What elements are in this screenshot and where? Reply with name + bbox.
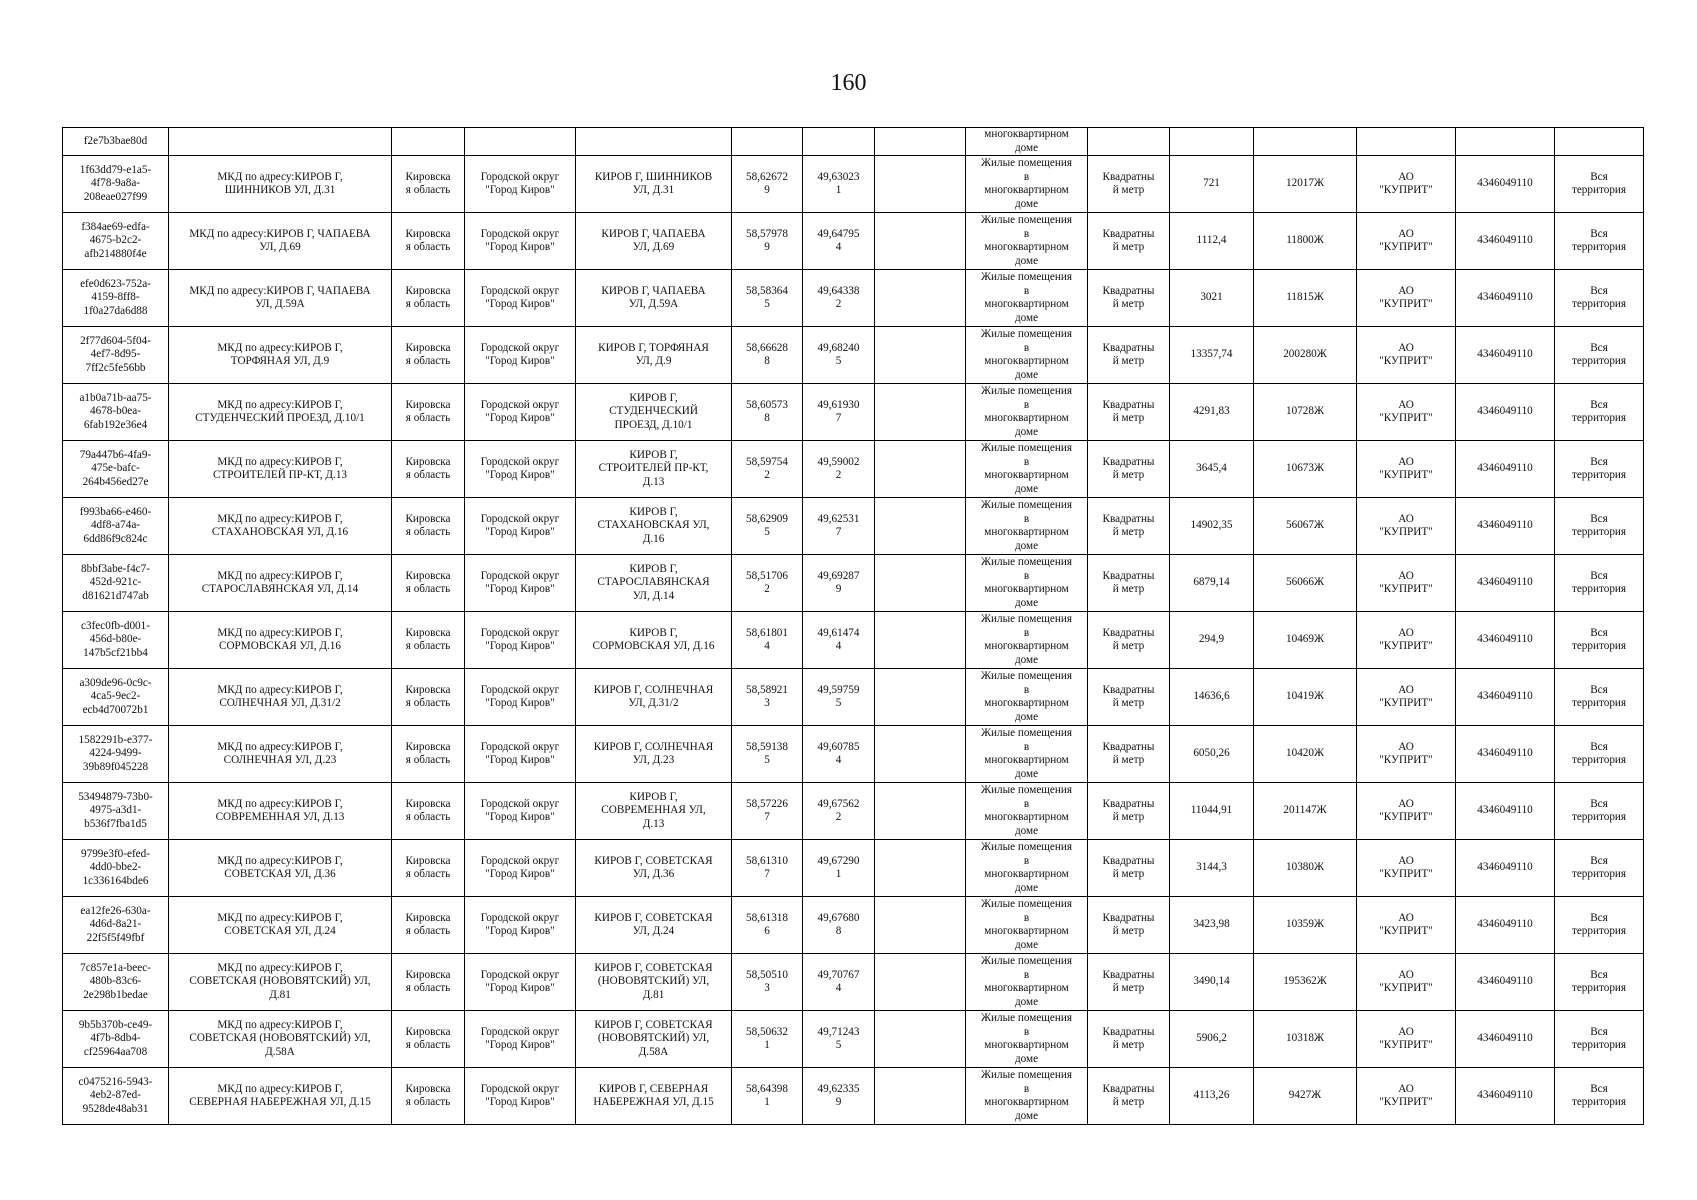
cell-address: КИРОВ Г, СОВЕТСКАЯ УЛ, Д.24: [576, 897, 732, 954]
cell-territory: Вся территория: [1555, 555, 1644, 612]
cell-area: 3645,4: [1170, 441, 1254, 498]
cell-inn: 4346049110: [1456, 555, 1555, 612]
cell-region: Кировска я область: [392, 897, 465, 954]
cell-lon: 49,59002 2: [803, 441, 875, 498]
cell-code: 56067Ж: [1254, 498, 1357, 555]
cell-lon: 49,61474 4: [803, 612, 875, 669]
cell-area: 4291,83: [1170, 384, 1254, 441]
table-row: [63, 441, 1644, 498]
cell-lon: [803, 128, 875, 156]
cell-region: Кировска я область: [392, 327, 465, 384]
cell-district: Городской округ "Город Киров": [465, 783, 576, 840]
table-row: [63, 897, 1644, 954]
cell-org: [1357, 128, 1456, 156]
cell-name: МКД по адресу:КИРОВ Г, СЕВЕРНАЯ НАБЕРЕЖНАЯ УЛ, Д.15: [169, 1068, 392, 1125]
cell-address: [576, 128, 732, 156]
cell-lat: 58,62672 9: [732, 156, 803, 213]
cell-code: 9427Ж: [1254, 1068, 1357, 1125]
cell-code: 10359Ж: [1254, 897, 1357, 954]
cell-area: 721: [1170, 156, 1254, 213]
cell-address: КИРОВ Г, СОВЕТСКАЯ УЛ, Д.36: [576, 840, 732, 897]
cell-org: АО "КУПРИТ": [1357, 669, 1456, 726]
cell-district: Городской округ "Город Киров": [465, 441, 576, 498]
cell-name: МКД по адресу:КИРОВ Г, ЧАПАЕВА УЛ, Д.59А: [169, 270, 392, 327]
cell-inn: 4346049110: [1456, 612, 1555, 669]
cell-unit: Квадратны й метр: [1088, 441, 1170, 498]
cell-type: Жилые помещения в многоквартирном доме: [966, 897, 1088, 954]
cell-address: КИРОВ Г, СОЛНЕЧНАЯ УЛ, Д.23: [576, 726, 732, 783]
cell-address: КИРОВ Г, СТАХАНОВСКАЯ УЛ, Д.16: [576, 498, 732, 555]
cell-type: Жилые помещения в многоквартирном доме: [966, 441, 1088, 498]
cell-name: МКД по адресу:КИРОВ Г, ТОРФЯНАЯ УЛ, Д.9: [169, 327, 392, 384]
cell-territory: Вся территория: [1555, 954, 1644, 1011]
cell-inn: 4346049110: [1456, 669, 1555, 726]
cell-district: Городской округ "Город Киров": [465, 840, 576, 897]
cell-address: КИРОВ Г, СТРОИТЕЛЕЙ ПР-КТ, Д.13: [576, 441, 732, 498]
cell-lat: [732, 128, 803, 156]
cell-district: Городской округ "Город Киров": [465, 726, 576, 783]
cell-lat: 58,58364 5: [732, 270, 803, 327]
cell-lon: 49,67290 1: [803, 840, 875, 897]
cell-empty: [875, 213, 966, 270]
cell-code: 10469Ж: [1254, 612, 1357, 669]
cell-lat: 58,61310 7: [732, 840, 803, 897]
cell-org: АО "КУПРИТ": [1357, 954, 1456, 1011]
table-row: [63, 213, 1644, 270]
cell-lat: 58,50510 3: [732, 954, 803, 1011]
cell-id: ea12fe26-630a- 4d6d-8a21- 22f5f5f49fbf: [63, 897, 169, 954]
cell-type: Жилые помещения в многоквартирном доме: [966, 669, 1088, 726]
cell-inn: 4346049110: [1456, 726, 1555, 783]
cell-org: АО "КУПРИТ": [1357, 384, 1456, 441]
cell-lat: 58,59754 2: [732, 441, 803, 498]
cell-type: Жилые помещения в многоквартирном доме: [966, 612, 1088, 669]
cell-id: 79a447b6-4fa9- 475e-bafc- 264b456ed27e: [63, 441, 169, 498]
cell-inn: 4346049110: [1456, 384, 1555, 441]
cell-empty: [875, 1068, 966, 1125]
cell-code: 10420Ж: [1254, 726, 1357, 783]
cell-org: АО "КУПРИТ": [1357, 270, 1456, 327]
table-row: [63, 840, 1644, 897]
cell-type: Жилые помещения в многоквартирном доме: [966, 384, 1088, 441]
cell-region: Кировска я область: [392, 384, 465, 441]
cell-district: Городской округ "Город Киров": [465, 498, 576, 555]
registry-table: [62, 127, 1644, 1125]
cell-inn: 4346049110: [1456, 897, 1555, 954]
cell-empty: [875, 498, 966, 555]
cell-lon: 49,67562 2: [803, 783, 875, 840]
cell-inn: 4346049110: [1456, 441, 1555, 498]
cell-district: Городской округ "Город Киров": [465, 1068, 576, 1125]
cell-district: Городской округ "Город Киров": [465, 156, 576, 213]
cell-lat: 58,59138 5: [732, 726, 803, 783]
table-row: [63, 270, 1644, 327]
cell-code: 10318Ж: [1254, 1011, 1357, 1068]
cell-id: f2e7b3bae80d: [63, 128, 169, 156]
cell-region: Кировска я область: [392, 669, 465, 726]
cell-unit: Квадратны й метр: [1088, 213, 1170, 270]
cell-territory: Вся территория: [1555, 213, 1644, 270]
cell-empty: [875, 897, 966, 954]
table-row: [63, 612, 1644, 669]
cell-id: f993ba66-e460- 4df8-a74a- 6dd86f9c824c: [63, 498, 169, 555]
cell-area: 6050,26: [1170, 726, 1254, 783]
cell-id: 9799e3f0-efed- 4dd0-bbe2- 1c336164bde6: [63, 840, 169, 897]
cell-district: Городской округ "Город Киров": [465, 270, 576, 327]
cell-district: Городской округ "Город Киров": [465, 384, 576, 441]
table-row: [63, 954, 1644, 1011]
cell-id: 1582291b-e377- 4224-9499- 39b89f045228: [63, 726, 169, 783]
cell-territory: Вся территория: [1555, 726, 1644, 783]
cell-lon: 49,61930 7: [803, 384, 875, 441]
cell-inn: [1456, 128, 1555, 156]
cell-id: a309de96-0c9c- 4ca5-9ec2- ecb4d70072b1: [63, 669, 169, 726]
cell-region: [392, 128, 465, 156]
cell-empty: [875, 783, 966, 840]
cell-id: 9b5b370b-ce49- 4f7b-8db4- cf25964aa708: [63, 1011, 169, 1068]
cell-id: efe0d623-752a- 4159-8ff8- 1f0a27da6d88: [63, 270, 169, 327]
cell-type: Жилые помещения в многоквартирном доме: [966, 840, 1088, 897]
cell-id: 1f63dd79-e1a5- 4f78-9a8a- 208eae027f99: [63, 156, 169, 213]
cell-code: 11800Ж: [1254, 213, 1357, 270]
cell-lon: 49,69287 9: [803, 555, 875, 612]
cell-territory: Вся территория: [1555, 327, 1644, 384]
cell-region: Кировска я область: [392, 726, 465, 783]
cell-code: 200280Ж: [1254, 327, 1357, 384]
cell-id: c3fec0fb-d001- 456d-b80e- 147b5cf21bb4: [63, 612, 169, 669]
cell-type: Жилые помещения в многоквартирном доме: [966, 783, 1088, 840]
cell-type: Жилые помещения в многоквартирном доме: [966, 1011, 1088, 1068]
table-row: [63, 384, 1644, 441]
cell-empty: [875, 840, 966, 897]
cell-lon: 49,67680 8: [803, 897, 875, 954]
cell-unit: Квадратны й метр: [1088, 669, 1170, 726]
cell-territory: Вся территория: [1555, 498, 1644, 555]
cell-lat: 58,51706 2: [732, 555, 803, 612]
cell-region: Кировска я область: [392, 783, 465, 840]
cell-inn: 4346049110: [1456, 1068, 1555, 1125]
cell-type: Жилые помещения в многоквартирном доме: [966, 498, 1088, 555]
cell-org: АО "КУПРИТ": [1357, 726, 1456, 783]
cell-code: 56066Ж: [1254, 555, 1357, 612]
cell-name: МКД по адресу:КИРОВ Г, СТАРОСЛАВЯНСКАЯ УЛ, Д.14: [169, 555, 392, 612]
cell-lat: 58,57226 7: [732, 783, 803, 840]
cell-address: КИРОВ Г, ЧАПАЕВА УЛ, Д.69: [576, 213, 732, 270]
cell-lat: 58,58921 3: [732, 669, 803, 726]
cell-id: 53494879-73b0- 4975-a3d1- b536f7fba1d5: [63, 783, 169, 840]
cell-lon: 49,60785 4: [803, 726, 875, 783]
cell-org: АО "КУПРИТ": [1357, 327, 1456, 384]
cell-code: 10673Ж: [1254, 441, 1357, 498]
cell-id: a1b0a71b-aa75- 4678-b0ea- 6fab192e36e4: [63, 384, 169, 441]
cell-district: Городской округ "Город Киров": [465, 897, 576, 954]
cell-empty: [875, 669, 966, 726]
cell-territory: Вся территория: [1555, 669, 1644, 726]
cell-address: КИРОВ Г, СТУДЕНЧЕСКИЙ ПРОЕЗД, Д.10/1: [576, 384, 732, 441]
cell-inn: 4346049110: [1456, 213, 1555, 270]
cell-code: [1254, 128, 1357, 156]
cell-empty: [875, 726, 966, 783]
cell-address: КИРОВ Г, ШИННИКОВ УЛ, Д.31: [576, 156, 732, 213]
cell-lat: 58,57978 9: [732, 213, 803, 270]
cell-code: 11815Ж: [1254, 270, 1357, 327]
cell-region: Кировска я область: [392, 1011, 465, 1068]
cell-type: Жилые помещения в многоквартирном доме: [966, 954, 1088, 1011]
cell-type: Жилые помещения в многоквартирном доме: [966, 270, 1088, 327]
cell-address: КИРОВ Г, СОРМОВСКАЯ УЛ, Д.16: [576, 612, 732, 669]
cell-inn: 4346049110: [1456, 954, 1555, 1011]
cell-empty: [875, 156, 966, 213]
cell-address: КИРОВ Г, ТОРФЯНАЯ УЛ, Д.9: [576, 327, 732, 384]
cell-address: КИРОВ Г, ЧАПАЕВА УЛ, Д.59А: [576, 270, 732, 327]
cell-org: АО "КУПРИТ": [1357, 555, 1456, 612]
cell-unit: Квадратны й метр: [1088, 726, 1170, 783]
cell-unit: Квадратны й метр: [1088, 840, 1170, 897]
cell-org: АО "КУПРИТ": [1357, 897, 1456, 954]
cell-territory: Вся территория: [1555, 897, 1644, 954]
cell-inn: 4346049110: [1456, 270, 1555, 327]
cell-code: 10728Ж: [1254, 384, 1357, 441]
cell-region: Кировска я область: [392, 441, 465, 498]
cell-code: 10419Ж: [1254, 669, 1357, 726]
cell-empty: [875, 384, 966, 441]
cell-territory: Вся территория: [1555, 270, 1644, 327]
cell-empty: [875, 327, 966, 384]
cell-code: 10380Ж: [1254, 840, 1357, 897]
cell-area: 6879,14: [1170, 555, 1254, 612]
cell-lat: 58,61318 6: [732, 897, 803, 954]
cell-unit: Квадратны й метр: [1088, 327, 1170, 384]
cell-lat: 58,50632 1: [732, 1011, 803, 1068]
cell-name: МКД по адресу:КИРОВ Г, ЧАПАЕВА УЛ, Д.69: [169, 213, 392, 270]
cell-area: [1170, 128, 1254, 156]
cell-empty: [875, 612, 966, 669]
cell-org: АО "КУПРИТ": [1357, 156, 1456, 213]
cell-area: 11044,91: [1170, 783, 1254, 840]
cell-unit: Квадратны й метр: [1088, 498, 1170, 555]
table-row: [63, 555, 1644, 612]
cell-district: Городской округ "Город Киров": [465, 669, 576, 726]
cell-empty: [875, 128, 966, 156]
cell-type: Жилые помещения в многоквартирном доме: [966, 555, 1088, 612]
cell-type: Жилые помещения в многоквартирном доме: [966, 156, 1088, 213]
cell-territory: Вся территория: [1555, 156, 1644, 213]
cell-empty: [875, 441, 966, 498]
cell-region: Кировска я область: [392, 555, 465, 612]
cell-lat: 58,64398 1: [732, 1068, 803, 1125]
cell-address: КИРОВ Г, СОВЕТСКАЯ (НОВОВЯТСКИЙ) УЛ, Д.58А: [576, 1011, 732, 1068]
cell-inn: 4346049110: [1456, 327, 1555, 384]
cell-district: [465, 128, 576, 156]
cell-name: МКД по адресу:КИРОВ Г, СОВЕТСКАЯ (НОВОВЯТСКИЙ) УЛ, Д.81: [169, 954, 392, 1011]
table-row: [63, 498, 1644, 555]
cell-unit: Квадратны й метр: [1088, 783, 1170, 840]
cell-territory: Вся территория: [1555, 783, 1644, 840]
cell-lat: 58,62909 5: [732, 498, 803, 555]
cell-unit: Квадратны й метр: [1088, 1068, 1170, 1125]
cell-name: МКД по адресу:КИРОВ Г, ШИННИКОВ УЛ, Д.31: [169, 156, 392, 213]
cell-lat: 58,60573 8: [732, 384, 803, 441]
cell-area: 14636,6: [1170, 669, 1254, 726]
cell-area: 1112,4: [1170, 213, 1254, 270]
cell-region: Кировска я область: [392, 1068, 465, 1125]
cell-id: f384ae69-edfa- 4675-b2c2- afb214880f4e: [63, 213, 169, 270]
cell-org: АО "КУПРИТ": [1357, 441, 1456, 498]
cell-district: Городской округ "Город Киров": [465, 1011, 576, 1068]
cell-area: 14902,35: [1170, 498, 1254, 555]
table-row: [63, 669, 1644, 726]
cell-territory: Вся территория: [1555, 840, 1644, 897]
cell-address: КИРОВ Г, СОВРЕМЕННАЯ УЛ, Д.13: [576, 783, 732, 840]
cell-lon: 49,59759 5: [803, 669, 875, 726]
cell-territory: Вся территория: [1555, 612, 1644, 669]
cell-region: Кировска я область: [392, 840, 465, 897]
cell-inn: 4346049110: [1456, 840, 1555, 897]
cell-code: 201147Ж: [1254, 783, 1357, 840]
cell-type: Жилые помещения в многоквартирном доме: [966, 327, 1088, 384]
cell-unit: Квадратны й метр: [1088, 1011, 1170, 1068]
cell-address: КИРОВ Г, СЕВЕРНАЯ НАБЕРЕЖНАЯ УЛ, Д.15: [576, 1068, 732, 1125]
cell-area: 4113,26: [1170, 1068, 1254, 1125]
cell-name: МКД по адресу:КИРОВ Г, СОРМОВСКАЯ УЛ, Д.16: [169, 612, 392, 669]
cell-code: 12017Ж: [1254, 156, 1357, 213]
cell-district: Городской округ "Город Киров": [465, 327, 576, 384]
cell-region: Кировска я область: [392, 156, 465, 213]
cell-unit: [1088, 128, 1170, 156]
cell-type: Жилые помещения в многоквартирном доме: [966, 1068, 1088, 1125]
cell-empty: [875, 555, 966, 612]
cell-name: МКД по адресу:КИРОВ Г, СТРОИТЕЛЕЙ ПР-КТ, Д.13: [169, 441, 392, 498]
cell-area: 294,9: [1170, 612, 1254, 669]
table-row: [63, 128, 1644, 156]
cell-unit: Квадратны й метр: [1088, 555, 1170, 612]
page-number: 160: [830, 70, 867, 96]
cell-type: многоквартирном доме: [966, 128, 1088, 156]
cell-territory: Вся территория: [1555, 1011, 1644, 1068]
cell-territory: Вся территория: [1555, 1068, 1644, 1125]
cell-unit: Квадратны й метр: [1088, 156, 1170, 213]
cell-unit: Квадратны й метр: [1088, 384, 1170, 441]
cell-area: 13357,74: [1170, 327, 1254, 384]
cell-lon: 49,62335 9: [803, 1068, 875, 1125]
cell-org: АО "КУПРИТ": [1357, 498, 1456, 555]
cell-name: МКД по адресу:КИРОВ Г, СТУДЕНЧЕСКИЙ ПРОЕЗД, Д.10/1: [169, 384, 392, 441]
cell-unit: Квадратны й метр: [1088, 897, 1170, 954]
cell-address: КИРОВ Г, СТАРОСЛАВЯНСКАЯ УЛ, Д.14: [576, 555, 732, 612]
cell-name: МКД по адресу:КИРОВ Г, СОВЕТСКАЯ УЛ, Д.36: [169, 840, 392, 897]
cell-territory: [1555, 128, 1644, 156]
cell-name: МКД по адресу:КИРОВ Г, СТАХАНОВСКАЯ УЛ, Д.16: [169, 498, 392, 555]
cell-lon: 49,63023 1: [803, 156, 875, 213]
cell-district: Городской округ "Город Киров": [465, 954, 576, 1011]
cell-org: АО "КУПРИТ": [1357, 840, 1456, 897]
cell-territory: Вся территория: [1555, 384, 1644, 441]
cell-lat: 58,61801 4: [732, 612, 803, 669]
cell-empty: [875, 270, 966, 327]
cell-area: 3021: [1170, 270, 1254, 327]
table-row: [63, 327, 1644, 384]
cell-unit: Квадратны й метр: [1088, 270, 1170, 327]
cell-region: Кировска я область: [392, 213, 465, 270]
cell-unit: Квадратны й метр: [1088, 954, 1170, 1011]
cell-territory: Вся территория: [1555, 441, 1644, 498]
cell-region: Кировска я область: [392, 270, 465, 327]
cell-lon: 49,64795 4: [803, 213, 875, 270]
cell-region: Кировска я область: [392, 498, 465, 555]
cell-district: Городской округ "Город Киров": [465, 612, 576, 669]
cell-district: Городской округ "Город Киров": [465, 213, 576, 270]
cell-name: МКД по адресу:КИРОВ Г, СОЛНЕЧНАЯ УЛ, Д.31/2: [169, 669, 392, 726]
cell-id: c0475216-5943- 4eb2-87ed- 9528de48ab31: [63, 1068, 169, 1125]
cell-org: АО "КУПРИТ": [1357, 783, 1456, 840]
cell-empty: [875, 1011, 966, 1068]
cell-area: 3423,98: [1170, 897, 1254, 954]
cell-inn: 4346049110: [1456, 156, 1555, 213]
cell-unit: Квадратны й метр: [1088, 612, 1170, 669]
cell-type: Жилые помещения в многоквартирном доме: [966, 726, 1088, 783]
cell-region: Кировска я область: [392, 954, 465, 1011]
cell-area: 3144,3: [1170, 840, 1254, 897]
cell-lon: 49,64338 2: [803, 270, 875, 327]
cell-region: Кировска я область: [392, 612, 465, 669]
table-row: [63, 783, 1644, 840]
cell-name: МКД по адресу:КИРОВ Г, СОВЕТСКАЯ УЛ, Д.24: [169, 897, 392, 954]
cell-area: 5906,2: [1170, 1011, 1254, 1068]
cell-name: МКД по адресу:КИРОВ Г, СОЛНЕЧНАЯ УЛ, Д.23: [169, 726, 392, 783]
cell-lon: 49,70767 4: [803, 954, 875, 1011]
table-row: [63, 1068, 1644, 1125]
cell-lon: 49,68240 5: [803, 327, 875, 384]
cell-id: 2f77d604-5f04- 4ef7-8d95- 7ff2c5fe56bb: [63, 327, 169, 384]
cell-inn: 4346049110: [1456, 1011, 1555, 1068]
table-row: [63, 156, 1644, 213]
cell-area: 3490,14: [1170, 954, 1254, 1011]
cell-org: АО "КУПРИТ": [1357, 1068, 1456, 1125]
table-row: [63, 1011, 1644, 1068]
cell-address: КИРОВ Г, СОВЕТСКАЯ (НОВОВЯТСКИЙ) УЛ, Д.81: [576, 954, 732, 1011]
cell-code: 195362Ж: [1254, 954, 1357, 1011]
cell-type: Жилые помещения в многоквартирном доме: [966, 213, 1088, 270]
cell-address: КИРОВ Г, СОЛНЕЧНАЯ УЛ, Д.31/2: [576, 669, 732, 726]
cell-lon: 49,71243 5: [803, 1011, 875, 1068]
cell-empty: [875, 954, 966, 1011]
cell-lat: 58,66628 8: [732, 327, 803, 384]
cell-org: АО "КУПРИТ": [1357, 612, 1456, 669]
cell-inn: 4346049110: [1456, 783, 1555, 840]
cell-id: 7c857e1a-beec- 480b-83c6- 2e298b1bedae: [63, 954, 169, 1011]
cell-id: 8bbf3abe-f4c7- 452d-921c- d81621d747ab: [63, 555, 169, 612]
cell-name: МКД по адресу:КИРОВ Г, СОВЕТСКАЯ (НОВОВЯТСКИЙ) УЛ, Д.58А: [169, 1011, 392, 1068]
cell-inn: 4346049110: [1456, 498, 1555, 555]
cell-name: МКД по адресу:КИРОВ Г, СОВРЕМЕННАЯ УЛ, Д.13: [169, 783, 392, 840]
cell-org: АО "КУПРИТ": [1357, 1011, 1456, 1068]
table-row: [63, 726, 1644, 783]
cell-name: [169, 128, 392, 156]
cell-lon: 49,62531 7: [803, 498, 875, 555]
cell-district: Городской округ "Город Киров": [465, 555, 576, 612]
cell-org: АО "КУПРИТ": [1357, 213, 1456, 270]
